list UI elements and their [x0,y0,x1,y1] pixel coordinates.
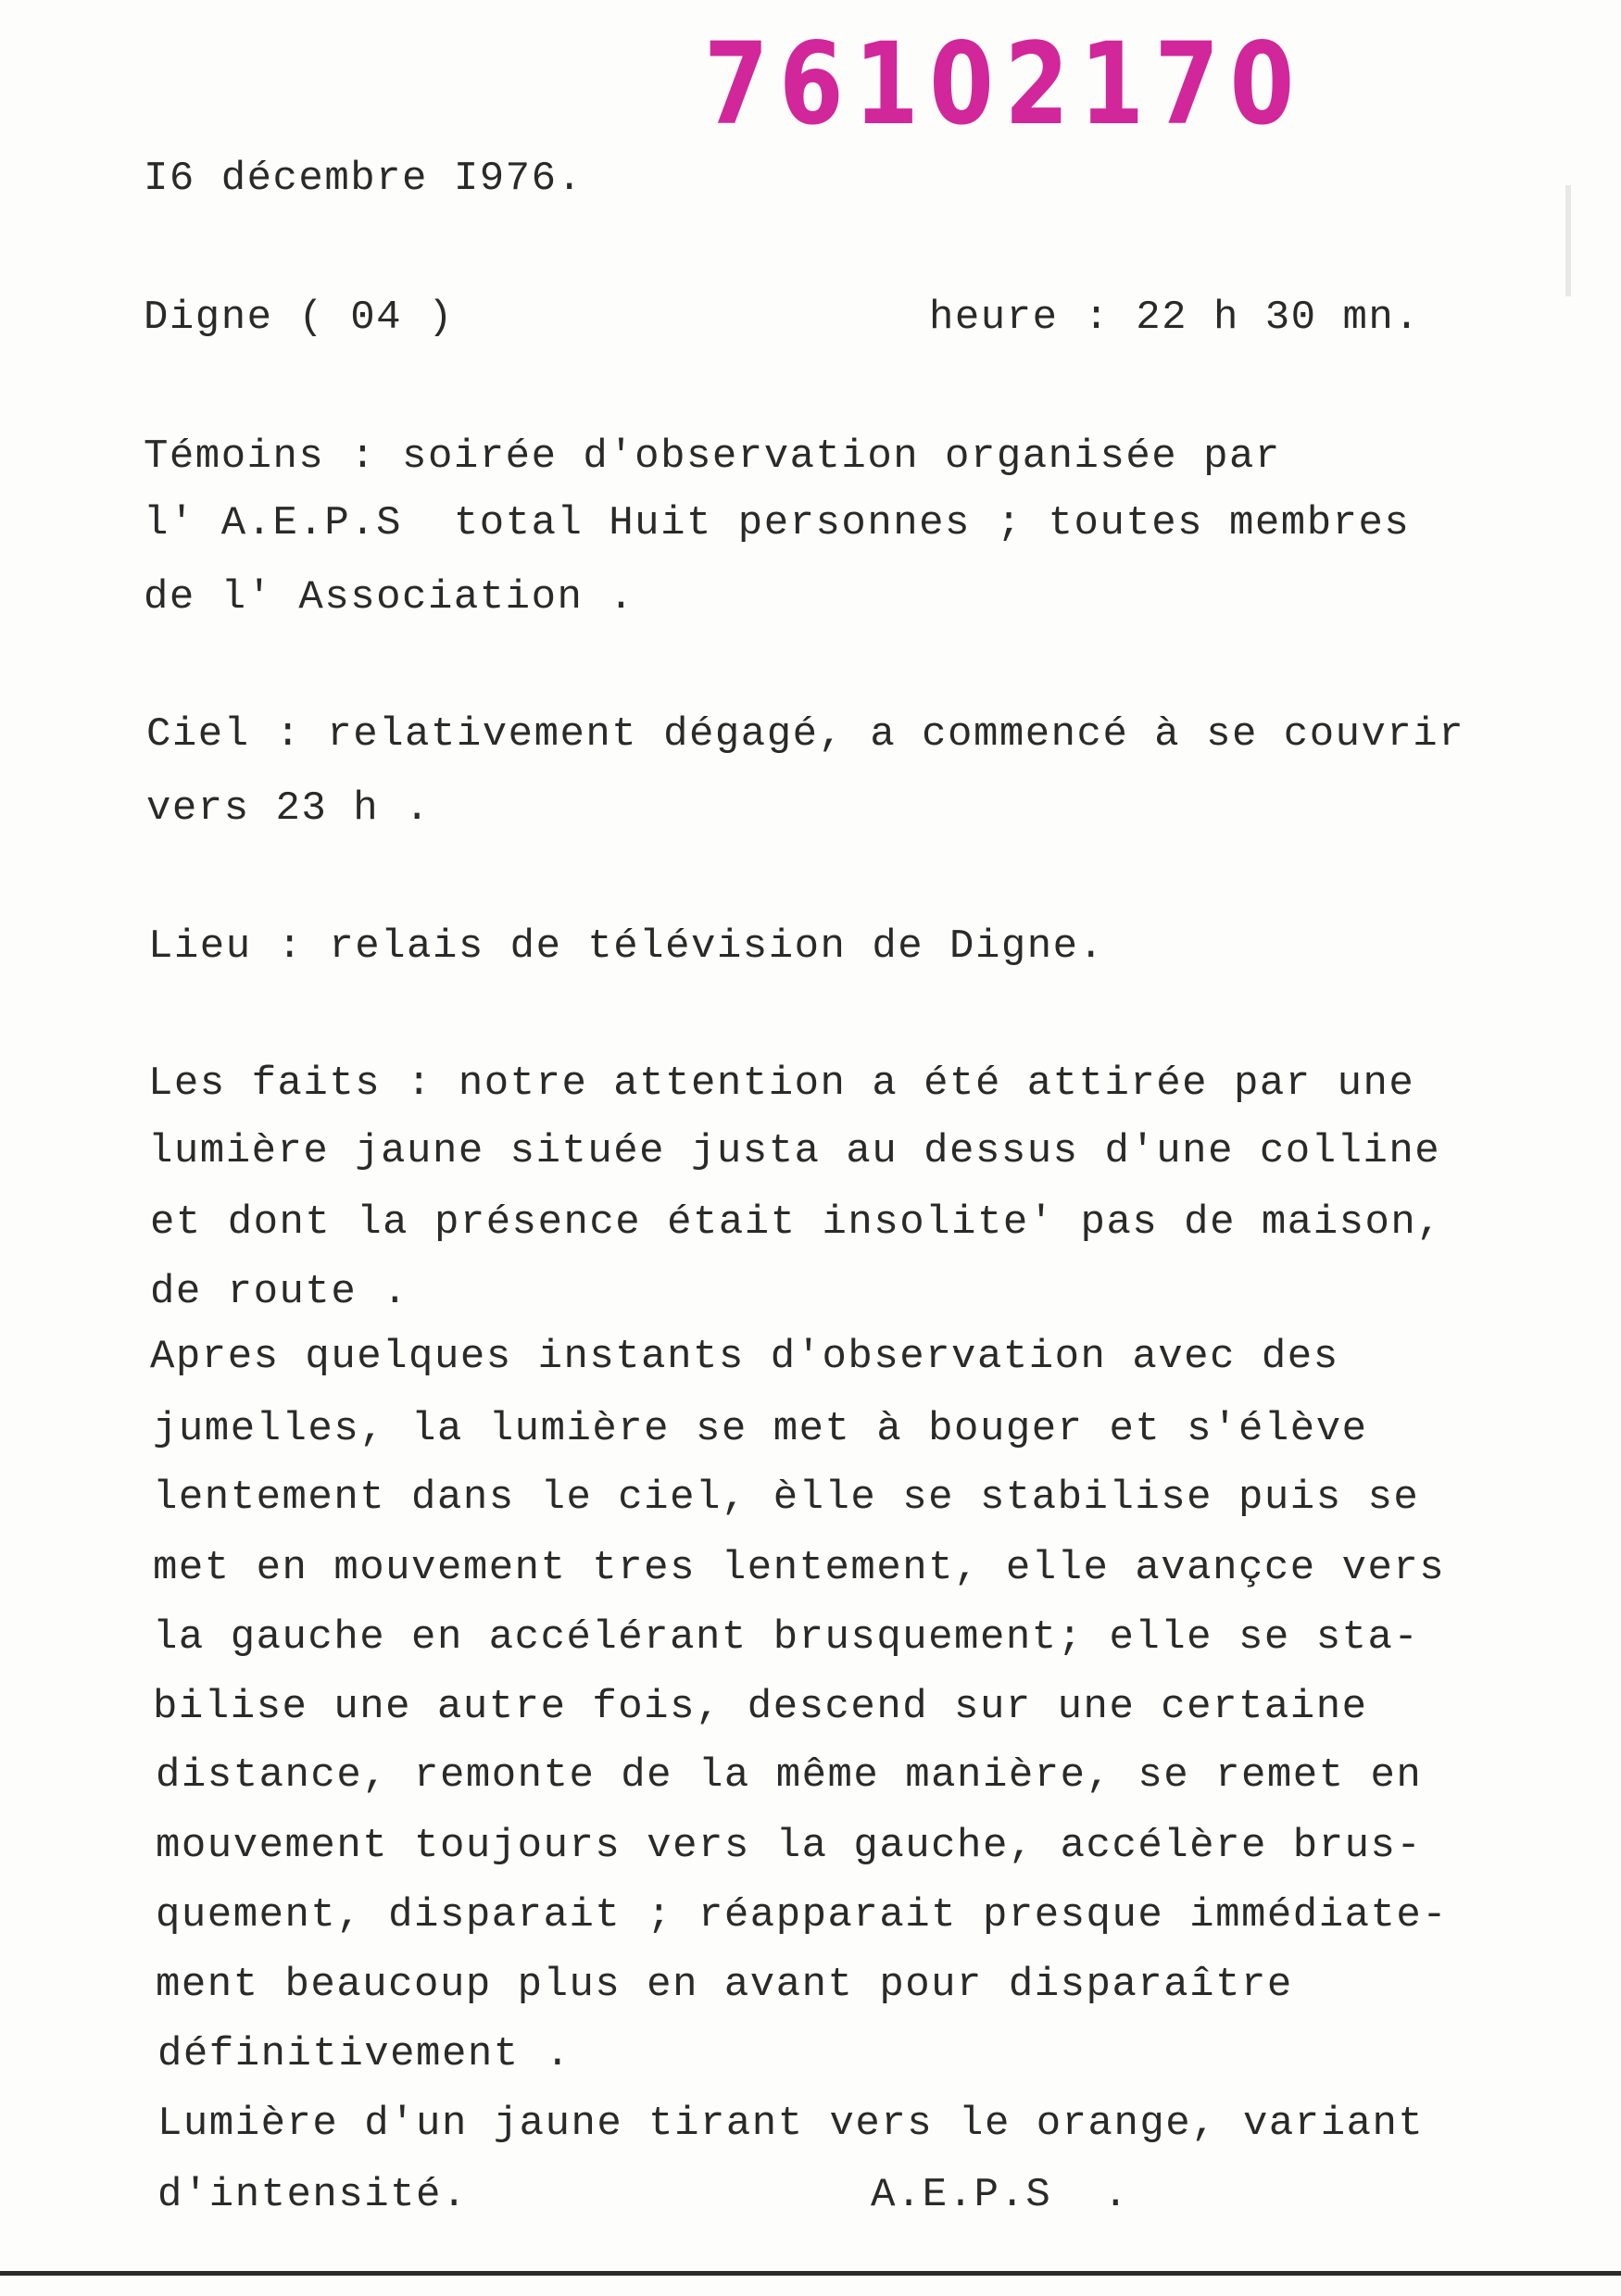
ciel-line-2: vers 23 h . [146,785,431,832]
signature-aeps: A.E.P.S . [871,2172,1130,2218]
faits-line-1: Les faits : notre attention a été attirée par une [148,1060,1415,1107]
paper-smudge [1565,185,1571,296]
temoins-line-2: l' A.E.P.S total Huit personnes ; toutes membres [144,500,1411,546]
faits-line-10: bilise une autre fois, descend sur une certaine [153,1684,1368,1730]
intensity-line: d'intensité. [157,2172,468,2218]
archive-number-stamp: 76102170 [704,19,1305,150]
faits-line-16: Lumière d'un jaune tirant vers le orange, variant [157,2101,1425,2147]
faits-line-9: la gauche en accélérant brusquement; elle se sta- [153,1614,1420,1661]
time-line: heure : 22 h 30 mn. [929,295,1421,341]
faits-line-2: lumière jaune située justa au dessus d'une colline [148,1128,1441,1174]
bottom-edge-line [0,2271,1621,2276]
faits-line-7: lentement dans le ciel, èlle se stabilise puis se [153,1474,1420,1521]
temoins-line-3: de l' Association . [144,574,635,621]
faits-line-8: met en mouvement tres lentement, elle avançce vers [153,1545,1446,1591]
faits-line-5: Apres quelques instants d'observation avec des [150,1334,1339,1380]
place-line: Digne ( 04 ) [144,295,454,341]
faits-line-3: et dont la présence était insolite' pas de maison, [150,1199,1443,1246]
faits-line-12: mouvement toujours vers la gauche, accélère brus- [156,1823,1423,1869]
temoins-line-1: Témoins : soirée d'observation organisée par [144,433,1281,480]
faits-line-4: de route . [150,1269,409,1315]
faits-line-6: jumelles, la lumière se met à bouger et s'élève [153,1406,1368,1452]
faits-line-13: quement, disparait ; réapparait presque immédiate- [156,1892,1449,1938]
faits-line-11: distance, remonte de la même manière, se remet en [156,1752,1423,1799]
lieu-line: Lieu : relais de télévision de Digne. [148,923,1105,970]
faits-line-14: ment beaucoup plus en avant pour disparaître [156,1962,1293,2008]
faits-line-15: définitivement . [157,2031,572,2077]
ciel-line-1: Ciel : relativement dégagé, a commencé à se couvrir [146,711,1465,758]
date-line: I6 décembre I976. [144,156,584,202]
